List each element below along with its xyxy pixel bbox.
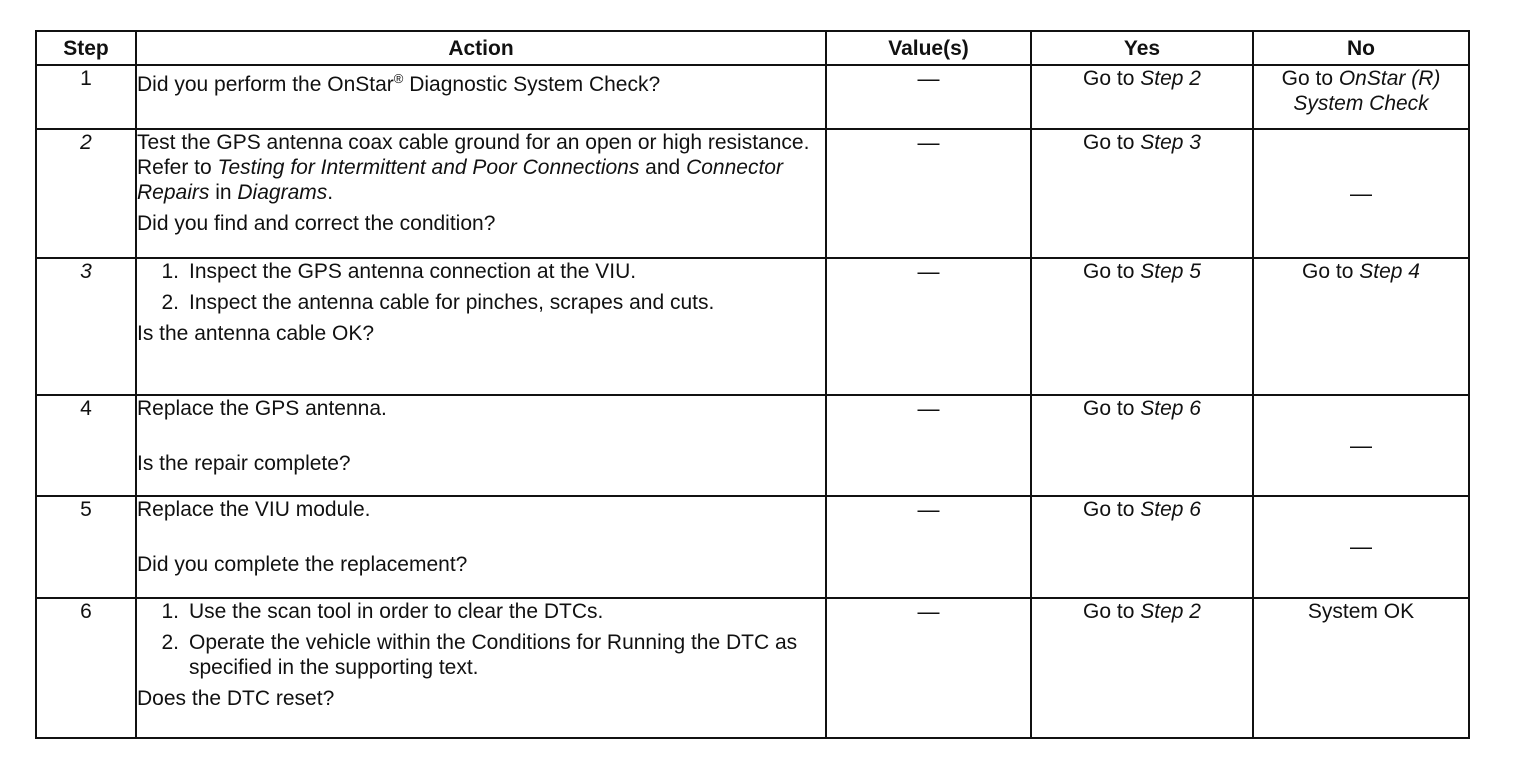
header-action: Action bbox=[136, 31, 826, 65]
action-cell bbox=[136, 496, 826, 598]
list-item: 1. Use the scan tool in order to clear the DTCs. bbox=[161, 600, 604, 623]
table-row bbox=[36, 496, 1469, 598]
no-cell: System OK bbox=[1253, 598, 1469, 738]
value-cell: — bbox=[826, 496, 1031, 598]
registered-mark: ® bbox=[393, 71, 404, 86]
action-text: Did you perform the OnStar® Diagnostic System Check? bbox=[137, 71, 661, 96]
table-row bbox=[36, 598, 1469, 738]
no-cell: — bbox=[1253, 129, 1469, 258]
header-step: Step bbox=[36, 31, 136, 65]
action-question: Did you find and correct the condition? bbox=[137, 212, 496, 235]
no-cell: — bbox=[1253, 395, 1469, 496]
list-item: 2. Operate the vehicle within the Conditions for Running the DTC as specified in the supporting text. bbox=[161, 631, 798, 679]
header-yes: Yes bbox=[1031, 31, 1253, 65]
value-cell: — bbox=[826, 65, 1031, 129]
yes-cell: Go to Step 6 bbox=[1031, 496, 1253, 598]
action-text: Test the GPS antenna coax cable ground for an open or high resistance. Refer to Testing for Intermittent and Poor Connections and Connector Repairs in Diagrams. bbox=[137, 131, 810, 204]
table-row bbox=[36, 129, 1469, 258]
action-steps bbox=[137, 599, 825, 680]
step-number: 4 bbox=[36, 395, 136, 496]
action-cell bbox=[136, 598, 826, 738]
step-number: 6 bbox=[36, 598, 136, 738]
action-text: Replace the GPS antenna. bbox=[137, 397, 387, 420]
yes-link[interactable]: Step 2 bbox=[1140, 600, 1201, 623]
list-item: 2. Inspect the antenna cable for pinches, scrapes and cuts. bbox=[161, 291, 715, 314]
no-cell: — bbox=[1253, 496, 1469, 598]
no-cell: Go to OnStar (R) System Check bbox=[1253, 65, 1469, 129]
list-item: 1. Inspect the GPS antenna connection at the VIU. bbox=[161, 260, 637, 283]
header-row bbox=[36, 31, 1469, 65]
yes-link[interactable]: Step 5 bbox=[1140, 260, 1201, 283]
yes-cell: Go to Step 2 bbox=[1031, 65, 1253, 129]
table-row bbox=[36, 395, 1469, 496]
reference-link[interactable]: Diagrams bbox=[237, 181, 328, 204]
yes-cell: Go to Step 6 bbox=[1031, 395, 1253, 496]
table-row bbox=[36, 258, 1469, 395]
header-values: Value(s) bbox=[826, 31, 1031, 65]
action-cell bbox=[136, 395, 826, 496]
action-question: Is the antenna cable OK? bbox=[137, 322, 374, 345]
action-cell bbox=[136, 129, 826, 258]
no-link-cont[interactable]: System Check bbox=[1293, 92, 1429, 115]
step-number: 3 bbox=[36, 258, 136, 395]
action-cell bbox=[136, 65, 826, 129]
value-cell: — bbox=[826, 598, 1031, 738]
no-link[interactable]: OnStar (R) bbox=[1338, 67, 1441, 90]
value-cell: — bbox=[826, 258, 1031, 395]
step-number: 1 bbox=[36, 65, 136, 129]
value-cell: — bbox=[826, 129, 1031, 258]
no-link[interactable]: Step 4 bbox=[1359, 260, 1420, 283]
table-row bbox=[36, 65, 1469, 129]
step-number: 2 bbox=[36, 129, 136, 258]
step-number: 5 bbox=[36, 496, 136, 598]
header-no: No bbox=[1253, 31, 1469, 65]
yes-link[interactable]: Step 2 bbox=[1140, 67, 1201, 90]
value-cell: — bbox=[826, 395, 1031, 496]
diagnostic-table bbox=[35, 30, 1470, 739]
action-question: Is the repair complete? bbox=[137, 452, 351, 475]
action-steps bbox=[137, 259, 825, 315]
yes-link[interactable]: Step 6 bbox=[1140, 498, 1201, 521]
yes-link[interactable]: Step 6 bbox=[1140, 397, 1201, 420]
reference-link[interactable]: Connector Repairs bbox=[137, 156, 783, 204]
yes-cell: Go to Step 5 bbox=[1031, 258, 1253, 395]
reference-link[interactable]: Testing for Intermittent and Poor Connections bbox=[217, 156, 640, 179]
action-question: Did you complete the replacement? bbox=[137, 553, 468, 576]
no-cell: Go to Step 4 bbox=[1253, 258, 1469, 395]
yes-cell: Go to Step 2 bbox=[1031, 598, 1253, 738]
action-cell bbox=[136, 258, 826, 395]
action-text: Replace the VIU module. bbox=[137, 498, 371, 521]
yes-link[interactable]: Step 3 bbox=[1140, 131, 1201, 154]
action-question: Does the DTC reset? bbox=[137, 687, 335, 710]
yes-cell: Go to Step 3 bbox=[1031, 129, 1253, 258]
